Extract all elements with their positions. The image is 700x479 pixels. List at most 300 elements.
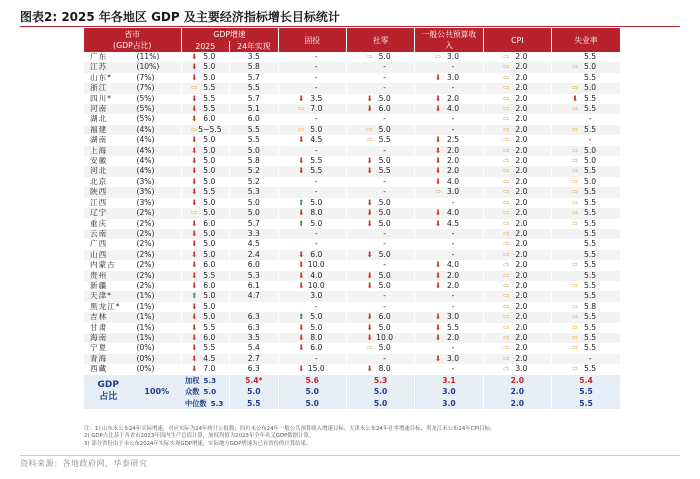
- arrow-down-icon: ⬇: [298, 322, 305, 332]
- arrow-down-icon: ⬇: [434, 260, 442, 270]
- cell-c: [483, 187, 551, 197]
- arrow-right-icon: ⇨: [434, 187, 442, 197]
- cell-value: 5.5: [583, 52, 597, 61]
- arrow-down-icon: ⬇: [366, 166, 373, 176]
- gdp-2024-actual: 5.8: [230, 62, 279, 72]
- province-name: 陕西: [84, 187, 133, 197]
- cell-value: 5.0: [378, 93, 391, 103]
- cell-g: [181, 208, 230, 218]
- table-row: [84, 73, 620, 83]
- cell-value: -: [451, 301, 455, 311]
- cell-value: 6.0: [378, 104, 391, 114]
- cell-r: [346, 281, 414, 291]
- cell-i: [278, 83, 346, 93]
- cell-b: [415, 312, 483, 322]
- gdp-2024-actual: 5.4: [230, 343, 279, 353]
- cell-c: [483, 364, 551, 374]
- cell-c: [483, 198, 551, 208]
- cell-value: 5.0: [203, 249, 216, 259]
- arrow-down-icon: ⬇: [191, 364, 198, 374]
- cell-i: [278, 94, 346, 104]
- arrow-down-icon: ⬇: [298, 364, 305, 374]
- cell-value: 5.0: [378, 218, 391, 228]
- table-row: [84, 135, 620, 145]
- cell-value: 5.0: [203, 52, 216, 61]
- cell-value: -: [314, 72, 318, 82]
- cell-value: -: [451, 249, 455, 259]
- province-name: 河南: [84, 104, 133, 114]
- cell-value: 4.5: [203, 353, 216, 363]
- summary-cell-a: 5.4*: [230, 375, 279, 387]
- cell-r: [346, 208, 414, 218]
- cell-r: [346, 229, 414, 239]
- cell-u: [552, 94, 620, 104]
- cell-b: [415, 104, 483, 114]
- cell-value: 6.0: [203, 260, 216, 270]
- cell-value: 5.0: [310, 197, 323, 207]
- cell-i: [278, 250, 346, 260]
- table-row: [84, 104, 620, 114]
- cell-value: 5.0: [378, 197, 391, 207]
- arrow-down-icon: ⬇: [298, 166, 305, 176]
- cell-i: [278, 354, 346, 364]
- cell-value: 5.5: [203, 270, 216, 280]
- gdp-2024-actual: 5.7: [230, 73, 279, 83]
- gdp-share: (0%): [136, 364, 155, 374]
- cell-u: [552, 219, 620, 229]
- cell-value: 5.0: [203, 156, 216, 166]
- cell-c: [483, 156, 551, 166]
- gdp-2024-actual: 6.0: [230, 260, 279, 270]
- cell-g: [181, 343, 230, 353]
- cell-g: [181, 177, 230, 187]
- cell-b: [415, 208, 483, 218]
- table-row: [84, 302, 620, 312]
- cell-i: [278, 343, 346, 353]
- cell-value: 5.0: [378, 249, 391, 259]
- cell-value: 5.5: [310, 156, 323, 166]
- arrow-down-icon: ⬇: [191, 332, 198, 342]
- province-name: 山西: [84, 250, 133, 260]
- cell-value: 3.0: [446, 312, 460, 322]
- cell-g: [181, 219, 230, 229]
- arrow-right-icon: ⇨: [503, 187, 510, 197]
- arrow-right-icon: ⇨: [366, 343, 373, 353]
- province-name: 西藏: [90, 364, 108, 374]
- province-name: 广东: [90, 52, 108, 61]
- arrow-down-icon: ⬇: [191, 218, 198, 228]
- cell-i: [278, 229, 346, 239]
- table-row: [84, 166, 620, 176]
- arrow-right-icon: ⇨: [503, 156, 510, 166]
- cell-value: -: [451, 62, 455, 72]
- table-row: [84, 260, 620, 270]
- cell-value: 5.0: [203, 239, 216, 249]
- arrow-right-icon: ⇨: [571, 332, 579, 342]
- cell-value: 5.0: [583, 83, 597, 93]
- gdp-share: (4%): [133, 166, 182, 176]
- table-row: [84, 146, 620, 156]
- table-row: [84, 291, 620, 301]
- cell-value: 4.0: [446, 260, 460, 270]
- cell-value: 5.0: [203, 291, 216, 301]
- arrow-right-icon: ⇨: [571, 301, 579, 311]
- cell-i: [278, 114, 346, 124]
- table-row: [84, 354, 620, 364]
- cell-c: [483, 94, 551, 104]
- cell-i: [278, 271, 346, 281]
- arrow-down-icon: ⬇: [434, 176, 442, 186]
- footnote: 3) 部分省份由于未公布2024年实际实现GDP增速，实际地方GDP增速为已有省份的计算结果。: [84, 440, 312, 447]
- arrow-down-icon: ⬇: [366, 156, 373, 166]
- cell-b: [415, 52, 483, 62]
- arrow-right-icon: ⇨: [191, 124, 198, 134]
- cell-u: [552, 125, 620, 135]
- arrow-down-icon: ⬇: [366, 280, 373, 290]
- arrow-right-icon: ⇨: [503, 166, 510, 176]
- cell-b: [415, 177, 483, 187]
- cell-value: 2.0: [515, 93, 528, 103]
- cell-u: [552, 146, 620, 156]
- table-row: [84, 208, 620, 218]
- cell-g: [181, 364, 230, 374]
- cell-value: -: [383, 83, 386, 93]
- cell-r: [346, 83, 414, 93]
- cell-u: [552, 229, 620, 239]
- summary-cell-u: 5.5: [552, 398, 620, 410]
- arrow-right-icon: ⇨: [503, 218, 510, 228]
- arrow-down-icon: ⬇: [191, 114, 198, 124]
- arrow-right-icon: ⇨: [503, 353, 510, 363]
- arrow-down-icon: ⬇: [434, 280, 442, 290]
- arrow-down-icon: ⬇: [191, 353, 198, 363]
- table-row: [84, 271, 620, 281]
- cell-i: [278, 156, 346, 166]
- arrow-right-icon: ⇨: [571, 280, 579, 290]
- cell-value: 2.0: [515, 135, 528, 145]
- arrow-right-icon: ⇨: [571, 104, 579, 114]
- province-name: 海南: [84, 333, 133, 343]
- cell-value: 5.5: [583, 104, 597, 114]
- header-unemployment: 失业率: [552, 28, 620, 52]
- province-name: 河北: [84, 166, 133, 176]
- arrow-up-icon: ⬆: [298, 312, 305, 322]
- cell-value: 4.0: [446, 104, 460, 114]
- arrow-right-icon: ⇨: [571, 197, 579, 207]
- cell-value: -: [588, 114, 592, 124]
- cell-value: -: [451, 83, 455, 93]
- cell-value: 5.5: [583, 312, 597, 322]
- cell-i: [278, 239, 346, 249]
- arrow-right-icon: ⇨: [571, 260, 579, 270]
- gdp-share: (2%): [133, 208, 182, 218]
- cell-g: [181, 156, 230, 166]
- cell-g: [181, 291, 230, 301]
- cell-b: [415, 166, 483, 176]
- cell-value: 2.0: [515, 228, 528, 238]
- arrow-down-icon: ⬇: [298, 343, 305, 353]
- cell-b: [415, 333, 483, 343]
- cell-u: [552, 364, 620, 374]
- gdp-share: (1%): [136, 322, 155, 332]
- gdp-2024-actual: 3.5: [230, 52, 279, 62]
- arrow-right-icon: ⇨: [298, 124, 305, 134]
- cell-r: [346, 166, 414, 176]
- cell-value: -: [451, 124, 455, 134]
- cell-g: [181, 187, 230, 197]
- arrow-down-icon: ⬇: [191, 249, 198, 259]
- cell-b: [415, 291, 483, 301]
- cell-value: -: [314, 239, 318, 249]
- gdp-2024-actual: 5.8: [230, 156, 279, 166]
- cell-b: [415, 302, 483, 312]
- cell-r: [346, 104, 414, 114]
- arrow-right-icon: ⇨: [503, 114, 510, 124]
- province-name: 浙江: [84, 83, 133, 93]
- gdp-2024-actual: 4.7: [230, 291, 279, 301]
- table-row: [84, 187, 620, 197]
- cell-r: [346, 146, 414, 156]
- cell-r: [346, 354, 414, 364]
- arrow-down-icon: ⬇: [191, 260, 198, 270]
- gdp-2024-actual: 5.1: [230, 104, 279, 114]
- cell-r: [346, 271, 414, 281]
- gdp-2024-actual: 4.5: [230, 239, 279, 249]
- cell-r: [346, 187, 414, 197]
- arrow-right-icon: ⇨: [191, 83, 198, 93]
- cell-g: [181, 302, 230, 312]
- cell-value: 5.0: [203, 166, 216, 176]
- cell-b: [415, 135, 483, 145]
- table-row: [84, 219, 620, 229]
- cell-g: [181, 239, 230, 249]
- arrow-down-icon: ⬇: [434, 93, 442, 103]
- table-row: [84, 114, 620, 124]
- arrow-down-icon: ⬇: [571, 93, 579, 103]
- cell-g: [181, 271, 230, 281]
- gdp-share: (4%): [136, 156, 155, 166]
- cell-value: 5.0: [378, 343, 391, 353]
- province-name: 甘肃: [90, 322, 108, 332]
- cell-value: 5.0: [203, 312, 216, 322]
- cell-value: 6.0: [203, 114, 216, 124]
- cell-r: [346, 125, 414, 135]
- cell-i: [278, 260, 346, 270]
- arrow-right-icon: ⇨: [503, 364, 510, 374]
- summary-row: [84, 375, 620, 387]
- table-row: [84, 323, 620, 333]
- summary-cell-c: 2.0: [483, 398, 551, 410]
- cell-c: [483, 166, 551, 176]
- cell-r: [346, 52, 414, 62]
- footnotes: [84, 426, 495, 448]
- table-row: [84, 239, 620, 249]
- cell-value: 5.0: [378, 270, 391, 280]
- cell-value: 5.0: [203, 176, 216, 186]
- arrow-down-icon: ⬇: [434, 322, 442, 332]
- cell-value: 5.5: [583, 322, 597, 332]
- cell-value: -: [314, 62, 318, 72]
- cell-value: -: [451, 364, 455, 374]
- province-name: 上海: [84, 146, 133, 156]
- gdp-share: (3%): [136, 197, 155, 207]
- arrow-down-icon: ⬇: [191, 176, 198, 186]
- cell-i: [278, 281, 346, 291]
- arrow-right-icon: ⇨: [503, 312, 510, 322]
- cell-value: 2.0: [515, 114, 528, 124]
- arrow-right-icon: ⇨: [503, 332, 510, 342]
- arrow-up-icon: ⬆: [191, 291, 198, 301]
- cell-g: [181, 281, 230, 291]
- arrow-down-icon: ⬇: [191, 280, 198, 290]
- cell-value: 2.0: [515, 280, 528, 290]
- province-name: 北京: [90, 176, 108, 186]
- cell-b: [415, 73, 483, 83]
- arrow-right-icon: ⇨: [571, 156, 579, 166]
- arrow-down-icon: ⬇: [434, 332, 442, 342]
- cell-value: 3.0: [446, 72, 460, 82]
- cell-value: -: [383, 239, 386, 249]
- cell-value: 2.0: [515, 156, 528, 166]
- cell-c: [483, 271, 551, 281]
- cell-i: [278, 146, 346, 156]
- gdp-2024-actual: 5.7: [230, 94, 279, 104]
- figure-title: 图表2: 2025 年各地区 GDP 及主要经济指标增长目标统计: [20, 10, 340, 24]
- cell-c: [483, 62, 551, 72]
- cell-value: 5.5: [583, 228, 597, 238]
- cell-c: [483, 146, 551, 156]
- arrow-down-icon: ⬇: [366, 322, 373, 332]
- arrow-down-icon: ⬇: [191, 197, 198, 207]
- province-name: 江西: [90, 197, 108, 207]
- cell-value: 2.0: [515, 187, 528, 197]
- cell-u: [552, 73, 620, 83]
- cell-c: [483, 177, 551, 187]
- cell-i: [278, 187, 346, 197]
- cell-value: 2.0: [515, 124, 528, 134]
- gdp-2024-actual: 2.7: [230, 354, 279, 364]
- cell-value: -: [314, 353, 318, 363]
- cell-value: -: [451, 239, 455, 249]
- cell-r: [346, 73, 414, 83]
- arrow-down-icon: ⬇: [366, 312, 373, 322]
- arrow-right-icon: ⇨: [503, 62, 510, 72]
- cell-value: -: [314, 145, 318, 155]
- province-name: 吉林: [84, 312, 133, 322]
- cell-value: 5.0: [378, 280, 391, 290]
- cell-u: [552, 312, 620, 322]
- arrow-down-icon: ⬇: [366, 208, 373, 218]
- cell-g: [181, 229, 230, 239]
- cell-g: [181, 198, 230, 208]
- cell-b: [415, 323, 483, 333]
- arrow-down-icon: ⬇: [434, 72, 442, 82]
- province-name: 云南: [84, 229, 133, 239]
- cell-value: 2.0: [515, 239, 528, 249]
- cell-value: 5.0: [203, 135, 216, 145]
- cell-value: 5.5: [203, 322, 216, 332]
- gdp-share: (2%): [136, 280, 155, 290]
- cell-value: 2.0: [515, 145, 528, 155]
- cell-r: [346, 312, 414, 322]
- gdp-share: (2%): [133, 271, 182, 281]
- cell-r: [346, 135, 414, 145]
- arrow-down-icon: ⬇: [191, 135, 198, 145]
- summary-cell-r: 5.0: [346, 398, 414, 410]
- cell-value: 8.0: [310, 332, 323, 342]
- cell-value: 5.5: [446, 322, 460, 332]
- cell-value: 2.0: [515, 322, 528, 332]
- cell-value: 5.0: [378, 124, 391, 134]
- cell-u: [552, 281, 620, 291]
- cell-value: 8.0: [310, 208, 323, 218]
- table-row: [84, 343, 620, 353]
- cell-value: -: [383, 353, 386, 363]
- cell-i: [278, 323, 346, 333]
- province-name: 湖北: [90, 114, 108, 124]
- arrow-right-icon: ⇨: [571, 187, 579, 197]
- cell-b: [415, 271, 483, 281]
- arrow-down-icon: ⬇: [191, 301, 198, 311]
- arrow-down-icon: ⬇: [366, 104, 373, 114]
- cell-value: 5.5: [583, 197, 597, 207]
- cell-value: 5.5: [583, 364, 597, 374]
- cell-b: [415, 354, 483, 364]
- footnote: 2) GDP占比基于各省市2023年国内生产总值计算，加权均值为2023年全年名义GDP数据计算。: [84, 433, 315, 440]
- arrow-down-icon: ⬇: [191, 62, 198, 72]
- cell-c: [483, 312, 551, 322]
- cell-c: [483, 83, 551, 93]
- arrow-down-icon: ⬇: [298, 270, 305, 280]
- cell-c: [483, 135, 551, 145]
- cell-value: 5.0: [583, 145, 597, 155]
- cell-b: [415, 219, 483, 229]
- cell-value: 6.0: [203, 280, 216, 290]
- cell-value: 2.0: [515, 332, 528, 342]
- cell-value: 5.0: [583, 176, 597, 186]
- arrow-down-icon: ⬇: [366, 249, 373, 259]
- arrow-right-icon: ⇨: [503, 260, 510, 270]
- cell-i: [278, 52, 346, 62]
- cell-c: [483, 323, 551, 333]
- cell-i: [278, 73, 346, 83]
- cell-b: [415, 62, 483, 72]
- cell-u: [552, 333, 620, 343]
- cell-value: -: [383, 114, 386, 124]
- cell-value: -: [314, 52, 318, 61]
- cell-value: 5.0: [203, 62, 216, 72]
- table-row: [84, 94, 620, 104]
- cell-value: -: [314, 228, 318, 238]
- arrow-down-icon: ⬇: [298, 156, 305, 166]
- province-name: 宁夏: [90, 343, 108, 353]
- gdp-2024-actual: 3.3: [230, 229, 279, 239]
- arrow-down-icon: ⬇: [298, 135, 305, 145]
- province-name: 内蒙古: [90, 260, 116, 270]
- cell-c: [483, 229, 551, 239]
- cell-u: [552, 354, 620, 364]
- gdp-share: (1%): [133, 333, 182, 343]
- cell-value: 3.0: [446, 52, 460, 61]
- cell-g: [181, 62, 230, 72]
- cell-c: [483, 354, 551, 364]
- gdp-share: (1%): [136, 301, 155, 311]
- cell-value: 3.5: [310, 93, 323, 103]
- arrow-down-icon: ⬇: [298, 208, 305, 218]
- gdp-share: (4%): [133, 125, 182, 135]
- cell-r: [346, 177, 414, 187]
- cell-i: [278, 135, 346, 145]
